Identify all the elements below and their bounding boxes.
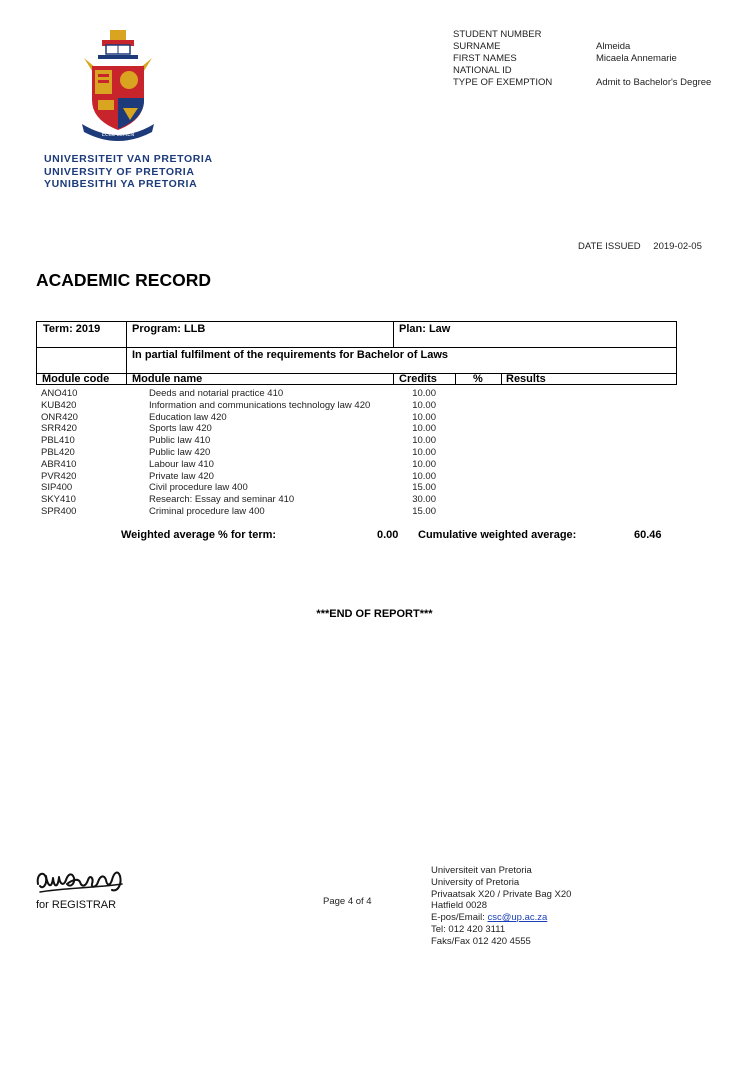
term-average-value: 0.00	[377, 529, 399, 541]
university-crest-logo	[80, 28, 156, 146]
module-credits: 10.00	[412, 411, 436, 423]
cumulative-average-label: Cumulative weighted average:	[418, 529, 577, 541]
module-name: Deeds and notarial practice 410	[149, 388, 284, 399]
email-line	[431, 912, 571, 924]
module-name: Information and communications technology law 420	[149, 399, 371, 411]
address-line: Hatfield 0028	[431, 900, 487, 912]
table-divider	[126, 322, 127, 347]
table-divider	[126, 347, 127, 373]
date-issued-label: DATE ISSUED	[578, 241, 641, 252]
plan-cell: Plan: Law	[399, 323, 451, 335]
phone-line: Tel: 012 420 3111	[431, 923, 506, 935]
date-issued	[578, 241, 702, 252]
first-names-label: FIRST NAMES	[453, 53, 517, 64]
term-cell: Term: 2019	[43, 323, 101, 335]
national-id-label: NATIONAL ID	[453, 65, 512, 76]
student-number-label: STUDENT NUMBER	[453, 29, 542, 40]
table-divider	[393, 373, 394, 385]
module-credits: 10.00	[412, 399, 436, 411]
student-info-labels	[453, 29, 552, 89]
module-code: ABR410	[41, 458, 77, 470]
page-title: ACADEMIC RECORD	[36, 270, 211, 290]
email-link[interactable]: csc@up.ac.za	[487, 912, 548, 924]
fax-line: Faks/Fax 012 420 4555	[431, 935, 531, 947]
module-credits: 10.00	[412, 458, 436, 470]
column-header-code: Module code	[42, 373, 110, 385]
module-name: Public law 410	[149, 435, 211, 447]
university-name-afrikaans: UNIVERSITEIT VAN PRETORIA	[44, 153, 213, 165]
fulfilment-cell: In partial fulfilment of the requirements for Bachelor of Laws	[132, 349, 448, 361]
module-credits: 10.00	[412, 470, 436, 482]
record-header-table	[36, 321, 677, 385]
university-address	[431, 865, 571, 948]
student-number-value	[596, 29, 711, 41]
program-cell: Program: LLB	[132, 323, 206, 335]
module-code: PBL420	[41, 446, 75, 458]
module-credits: 10.00	[412, 423, 436, 435]
module-code: KUB420	[41, 399, 77, 411]
university-name-block	[44, 153, 213, 191]
module-code: PVR420	[41, 470, 77, 482]
module-name: Civil procedure law 400	[149, 482, 248, 494]
national-id-value	[596, 65, 711, 77]
university-name-sepedi: YUNIBESITHI YA PRETORIA	[44, 178, 198, 190]
column-header-name: Module name	[132, 373, 203, 385]
module-name: Public law 420	[149, 446, 211, 458]
first-names-value: Micaela Annemarie	[596, 53, 677, 64]
module-name: Research: Essay and seminar 410	[149, 494, 295, 506]
cumulative-average-value: 60.46	[634, 529, 662, 541]
module-name: Sports law 420	[149, 423, 212, 435]
exemption-type-label: TYPE OF EXEMPTION	[453, 77, 553, 88]
module-code: ONR420	[41, 411, 78, 423]
exemption-type-value: Admit to Bachelor's Degree	[596, 77, 712, 88]
surname-value: Almeida	[596, 41, 631, 52]
module-code: PBL410	[41, 435, 75, 447]
address-line: Universiteit van Pretoria	[431, 865, 532, 876]
module-name: Education law 420	[149, 411, 227, 423]
module-name: Private law 420	[149, 470, 214, 482]
module-credits: 10.00	[412, 388, 436, 399]
module-credits: 30.00	[412, 494, 436, 506]
table-divider	[37, 347, 676, 348]
table-divider	[126, 373, 127, 385]
module-code: SRR420	[41, 423, 77, 435]
table-divider	[501, 373, 502, 385]
registrar-caption: for REGISTRAR	[36, 899, 117, 911]
email-label: E-pos/Email:	[431, 912, 488, 924]
student-info-values	[596, 29, 711, 89]
module-credits: 15.00	[412, 482, 436, 494]
module-name: Labour law 410	[149, 458, 214, 470]
table-divider	[393, 322, 394, 347]
module-name: Criminal procedure law 400	[149, 505, 265, 517]
term-average-label: Weighted average % for term:	[121, 529, 277, 541]
address-line: University of Pretoria	[431, 876, 520, 888]
registrar-signature	[34, 862, 126, 900]
end-of-report: ***END OF REPORT***	[316, 608, 433, 620]
module-credits: 10.00	[412, 435, 436, 447]
module-code: SIP400	[41, 482, 73, 494]
date-issued-value: 2019-02-05	[653, 241, 702, 252]
address-line: Privaatsak X20 / Private Bag X20	[431, 888, 572, 900]
university-name-english: UNIVERSITY OF PRETORIA	[44, 165, 195, 178]
module-code: SPR400	[41, 505, 77, 517]
module-code: ANO410	[41, 388, 78, 399]
module-credits: 15.00	[412, 505, 436, 517]
column-header-credits: Credits	[399, 373, 437, 385]
page-number: Page 4 of 4	[323, 896, 372, 907]
column-header-percent: %	[473, 373, 483, 385]
svg-text:ECCE LUMEN: ECCE LUMEN	[101, 132, 135, 138]
table-divider	[455, 373, 456, 385]
module-credits: 10.00	[412, 446, 436, 458]
surname-label: SURNAME	[453, 41, 501, 52]
module-code: SKY410	[41, 494, 76, 506]
column-header-results: Results	[506, 373, 546, 385]
